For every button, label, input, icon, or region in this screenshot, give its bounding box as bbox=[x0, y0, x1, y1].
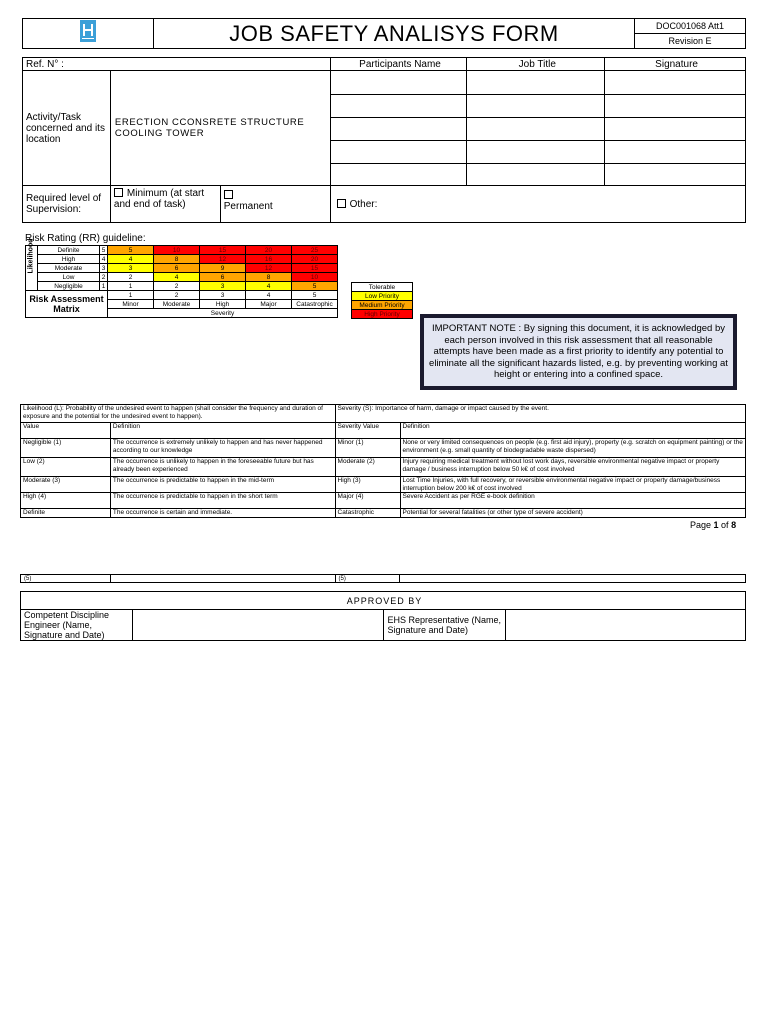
job-title-header: Job Title bbox=[467, 58, 605, 71]
signature-cell[interactable] bbox=[605, 164, 746, 186]
sev-name: Moderate bbox=[154, 300, 200, 309]
rr-cell: 3 bbox=[108, 264, 154, 273]
option-minimum[interactable] bbox=[110, 186, 220, 223]
def-text: Severe Accident as per RGE e-book definition bbox=[400, 493, 746, 509]
option-other-label: Other: bbox=[349, 198, 378, 210]
def-value: Major (4) bbox=[335, 493, 400, 509]
matrix-label: Risk Assessment Matrix bbox=[26, 291, 108, 318]
rr-cell: 5 bbox=[292, 282, 338, 291]
sev-name: High bbox=[200, 300, 246, 309]
definition-header: Definition bbox=[110, 423, 335, 439]
rr-cell: 15 bbox=[292, 264, 338, 273]
signature-header: Signature bbox=[605, 58, 746, 71]
page-prefix: Page bbox=[690, 520, 714, 530]
definition-header: Definition bbox=[400, 423, 746, 439]
job-title-cell[interactable] bbox=[467, 164, 605, 186]
form-header bbox=[22, 18, 746, 49]
rr-cell: 5 bbox=[108, 246, 154, 255]
legend-tolerable: Tolerable bbox=[352, 283, 413, 292]
def-value: Moderate (3) bbox=[21, 477, 111, 493]
def-value: Moderate (2) bbox=[335, 458, 400, 477]
legend-low: Low Priority bbox=[352, 292, 413, 301]
page-total: 8 bbox=[731, 520, 737, 530]
row-name: Negligible bbox=[38, 282, 100, 291]
row-num: 3 bbox=[100, 264, 108, 273]
def-text bbox=[110, 575, 335, 583]
signature-cell[interactable] bbox=[605, 118, 746, 141]
doc-code: DOC001068 Att1 bbox=[635, 19, 746, 34]
option-other[interactable] bbox=[330, 186, 745, 223]
rr-cell: 6 bbox=[200, 273, 246, 282]
row-name: High bbox=[38, 255, 100, 264]
severity-label: Severity bbox=[108, 309, 338, 318]
likelihood-heading: Likelihood (L): Probability of the undesired event to happen (shall consider the frequency and duration of exposure and the potential for the undesired event to happen). bbox=[21, 405, 336, 423]
def-value: Negligible (1) bbox=[21, 439, 111, 458]
activity-value[interactable]: ERECTION CCONSRETE STRUCTURE COOLING TOWER bbox=[110, 71, 330, 186]
sev-name: Major bbox=[246, 300, 292, 309]
rr-cell: 8 bbox=[154, 255, 200, 264]
def-text: Injury requiring medical treatment without lost work days, reversible environmental negative impact or property damage / business interruption below 50 k€ of cost involved bbox=[400, 458, 746, 477]
job-title-cell[interactable] bbox=[467, 71, 605, 95]
sev-number: 5 bbox=[292, 291, 338, 300]
rr-cell: 16 bbox=[246, 255, 292, 264]
checkbox-icon[interactable] bbox=[224, 190, 233, 199]
option-minimum-label: Minimum (at start and end of task) bbox=[113, 188, 205, 210]
def-text: The occurrence is predictable to happen in the short term bbox=[110, 493, 335, 509]
def-text: The occurrence is unlikely to happen in the foreseeable future but has already been experienced bbox=[110, 458, 335, 477]
rr-cell: 20 bbox=[246, 246, 292, 255]
sev-name: Minor bbox=[108, 300, 154, 309]
risk-guideline-label: Risk Rating (RR) guideline: bbox=[25, 233, 146, 244]
participant-name-cell[interactable] bbox=[330, 118, 467, 141]
definitions-table bbox=[20, 404, 746, 518]
job-title-cell[interactable] bbox=[467, 95, 605, 118]
def-value: Minor (1) bbox=[335, 439, 400, 458]
def-value: High (3) bbox=[335, 477, 400, 493]
def-value: Low (2) bbox=[21, 458, 111, 477]
rr-cell: 2 bbox=[154, 282, 200, 291]
form-title: JOB SAFETY ANALISYS FORM bbox=[154, 19, 635, 49]
rr-cell: 3 bbox=[200, 282, 246, 291]
rr-cell: 4 bbox=[108, 255, 154, 264]
def-text: Potential for several fatalities (or other type of severe accident) bbox=[400, 509, 746, 518]
priority-legend bbox=[351, 282, 413, 319]
likelihood-axis bbox=[26, 238, 38, 291]
def-value: Definite bbox=[21, 509, 111, 518]
activity-label: Activity/Task concerned and its location bbox=[23, 71, 111, 186]
def-text bbox=[400, 575, 746, 583]
sev-number: 3 bbox=[200, 291, 246, 300]
row-num: 1 bbox=[100, 282, 108, 291]
legend-medium: Medium Priority bbox=[352, 301, 413, 310]
page-current: 1 bbox=[713, 520, 719, 530]
rr-cell: 4 bbox=[154, 273, 200, 282]
engineer-signature-field[interactable] bbox=[132, 610, 384, 641]
def-text: Lost Time Injuries, with full recovery, or reversible environmental negative impact or property damage/business interruption below 200 k€ of cost involved bbox=[400, 477, 746, 493]
rr-cell: 6 bbox=[154, 264, 200, 273]
sev-name: Catastrophic bbox=[292, 300, 338, 309]
ehs-label: EHS Representative (Name, Signature and Date) bbox=[384, 610, 506, 641]
page-number bbox=[690, 520, 736, 530]
severity-heading: Severity (S): Importance of harm, damage or impact caused by the event. bbox=[335, 405, 745, 423]
def-text: The occurrence is predictable to happen in the mid-term bbox=[110, 477, 335, 493]
legend-high: High Priority bbox=[352, 310, 413, 319]
row-num: 5 bbox=[100, 246, 108, 255]
def-value: (5) bbox=[21, 575, 111, 583]
rr-cell: 25 bbox=[292, 246, 338, 255]
rr-cell: 4 bbox=[246, 282, 292, 291]
continuation-row bbox=[20, 574, 746, 583]
logo-icon bbox=[80, 20, 96, 42]
ehs-signature-field[interactable] bbox=[506, 610, 746, 641]
checkbox-icon[interactable] bbox=[337, 199, 346, 208]
job-title-cell[interactable] bbox=[467, 118, 605, 141]
row-name: Definite bbox=[38, 246, 100, 255]
job-title-cell[interactable] bbox=[467, 141, 605, 164]
rr-cell: 12 bbox=[246, 264, 292, 273]
important-note: IMPORTANT NOTE : By signing this document, it is acknowledged by each person involved in this risk assessment that all reasonable attempts have been made as a first priority to identify any potential to eliminate all the significant hazards listed, e.g. by preventing working at height or entering into a confined space. bbox=[420, 314, 737, 390]
rr-cell: 12 bbox=[200, 255, 246, 264]
value-header: Value bbox=[21, 423, 111, 439]
company-logo bbox=[23, 19, 154, 49]
option-permanent-label: Permanent bbox=[223, 201, 273, 212]
row-num: 4 bbox=[100, 255, 108, 264]
rr-cell: 9 bbox=[200, 264, 246, 273]
revision: Revision E bbox=[635, 34, 746, 49]
sev-number: 2 bbox=[154, 291, 200, 300]
rr-cell: 1 bbox=[108, 282, 154, 291]
sev-number: 4 bbox=[246, 291, 292, 300]
signature-cell[interactable] bbox=[605, 71, 746, 95]
signature-cell[interactable] bbox=[605, 141, 746, 164]
row-name: Low bbox=[38, 273, 100, 282]
approved-title: APPROVED BY bbox=[21, 592, 746, 610]
def-value: High (4) bbox=[21, 493, 111, 509]
rr-cell: 20 bbox=[292, 255, 338, 264]
participant-name-cell[interactable] bbox=[330, 95, 467, 118]
rr-cell: 2 bbox=[108, 273, 154, 282]
rr-cell: 10 bbox=[292, 273, 338, 282]
row-num: 2 bbox=[100, 273, 108, 282]
option-permanent[interactable] bbox=[220, 186, 330, 223]
participant-name-cell[interactable] bbox=[330, 71, 467, 95]
page-of: of bbox=[718, 520, 732, 530]
participant-name-cell[interactable] bbox=[330, 141, 467, 164]
supervision-label: Required level of Supervision: bbox=[23, 186, 111, 223]
rr-cell: 10 bbox=[154, 246, 200, 255]
signature-cell[interactable] bbox=[605, 95, 746, 118]
rr-cell: 15 bbox=[200, 246, 246, 255]
def-text: The occurrence is extremely unlikely to happen and has never happened according to our knowledge bbox=[110, 439, 335, 458]
def-text: None or very limited consequences on people (e.g. first aid injury), property (e.g. scratch on equipment painting) or the environment (e.g. small quantity of biodegradable waste dispersed) bbox=[400, 439, 746, 458]
ref-label: Ref. N° : bbox=[23, 58, 331, 71]
participant-name-cell[interactable] bbox=[330, 164, 467, 186]
sev-number: 1 bbox=[108, 291, 154, 300]
def-text: The occurrence is certain and immediate. bbox=[110, 509, 335, 518]
checkbox-icon[interactable] bbox=[114, 188, 123, 197]
rr-cell: 8 bbox=[246, 273, 292, 282]
likelihood-label: Likelihood bbox=[27, 238, 35, 273]
def-value: Catastrophic bbox=[335, 509, 400, 518]
info-table bbox=[22, 57, 746, 223]
engineer-label: Competent Discipline Engineer (Name, Signature and Date) bbox=[21, 610, 133, 641]
row-name: Moderate bbox=[38, 264, 100, 273]
approval-table bbox=[20, 591, 746, 641]
participants-header: Participants Name bbox=[330, 58, 467, 71]
def-value: (5) bbox=[335, 575, 400, 583]
severity-value-header: Severity Value bbox=[335, 423, 400, 439]
